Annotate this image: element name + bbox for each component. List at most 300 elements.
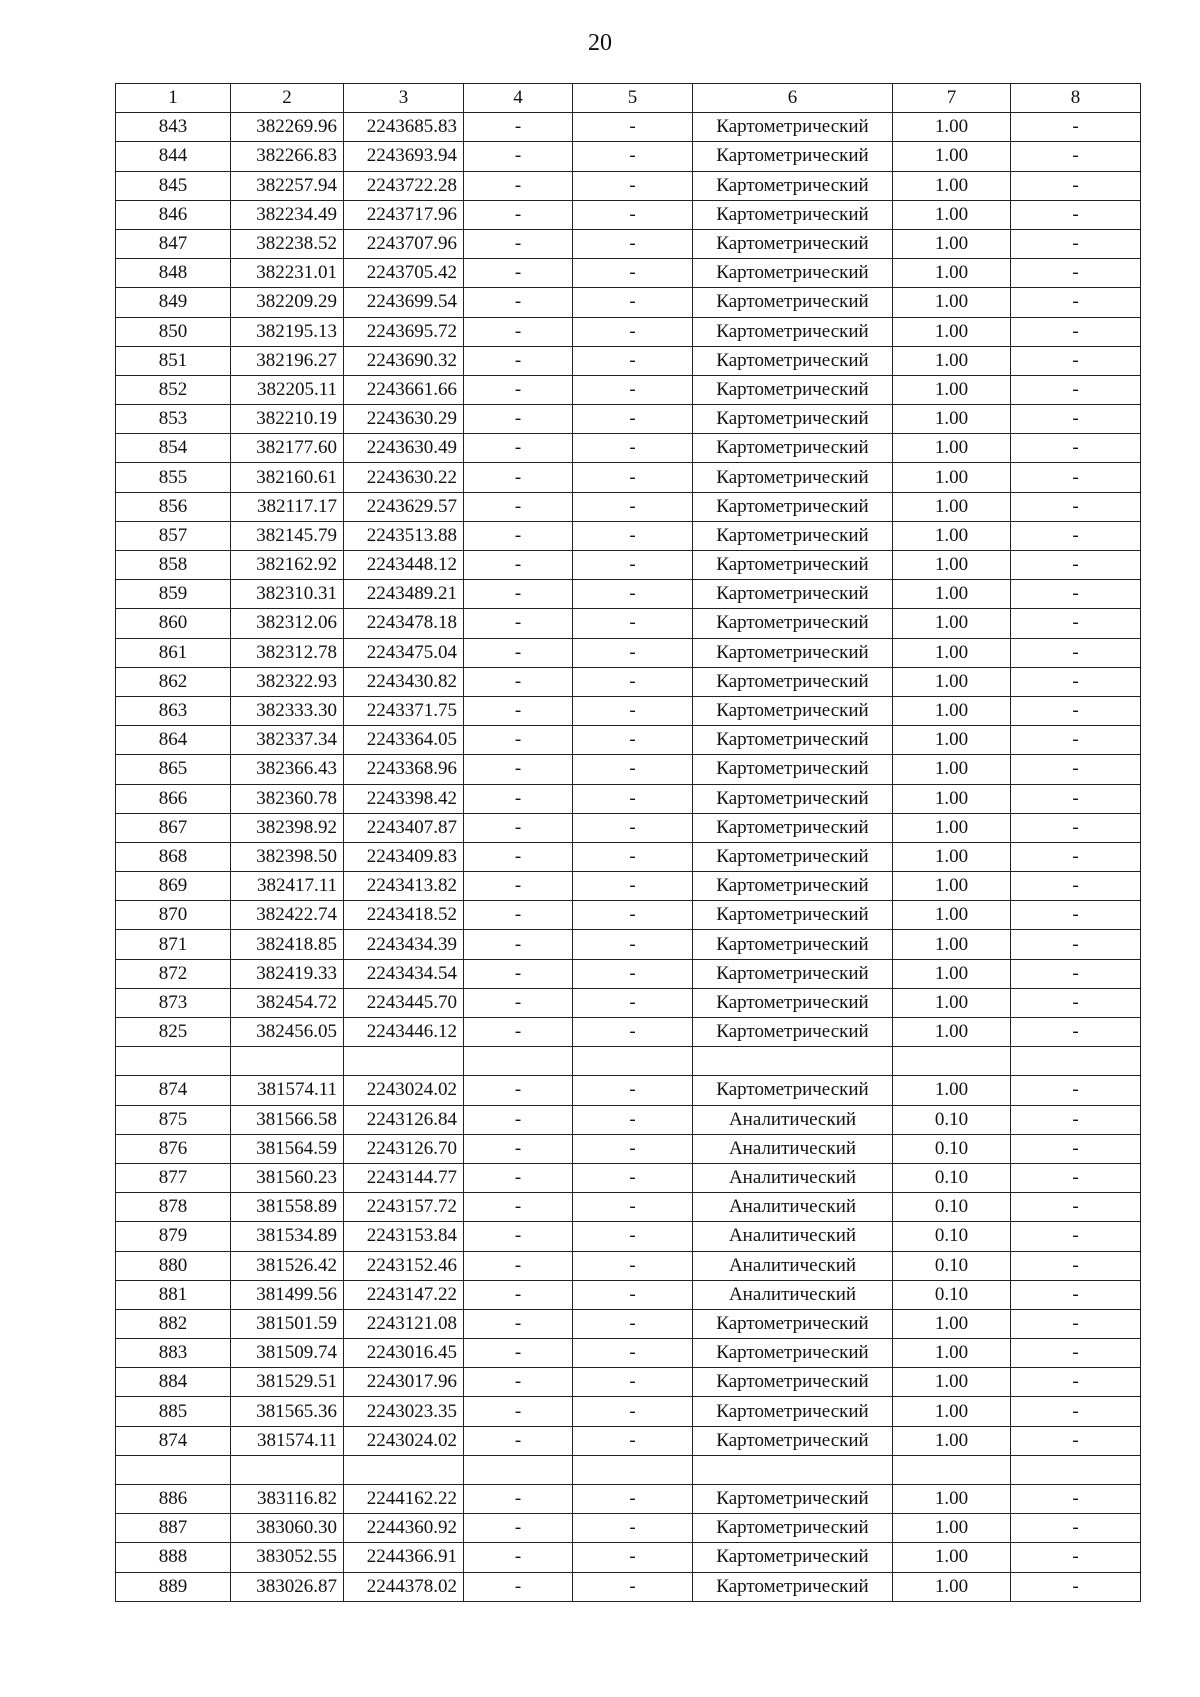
cell-point-number — [116, 1047, 231, 1076]
cell-x-coordinate: 382196.27 — [231, 346, 344, 375]
cell-x-coordinate: 381499.56 — [231, 1280, 344, 1309]
cell-y-coordinate: 2243690.32 — [344, 346, 464, 375]
cell-method — [693, 1455, 893, 1484]
table-row — [116, 1222, 1141, 1251]
cell-y-coordinate: 2243157.72 — [344, 1193, 464, 1222]
cell-accuracy: 1.00 — [893, 171, 1011, 200]
cell-col-4: - — [464, 813, 573, 842]
cell-point-number: 877 — [116, 1163, 231, 1192]
cell-y-coordinate: 2243434.54 — [344, 959, 464, 988]
cell-y-coordinate: 2244366.91 — [344, 1543, 464, 1572]
cell-col-4: - — [464, 1368, 573, 1397]
cell-col-8: - — [1011, 842, 1141, 871]
cell-col-8: - — [1011, 492, 1141, 521]
cell-col-8: - — [1011, 229, 1141, 258]
cell-point-number — [116, 1455, 231, 1484]
cell-accuracy: 1.00 — [893, 1397, 1011, 1426]
cell-method: Картометрический — [693, 171, 893, 200]
header-cell: 4 — [464, 84, 573, 113]
cell-method: Картометрический — [693, 813, 893, 842]
cell-accuracy: 1.00 — [893, 1018, 1011, 1047]
cell-x-coordinate: 381560.23 — [231, 1163, 344, 1192]
cell-x-coordinate: 382366.43 — [231, 755, 344, 784]
cell-method: Картометрический — [693, 229, 893, 258]
cell-col-8: - — [1011, 434, 1141, 463]
table-row — [116, 346, 1141, 375]
cell-col-5: - — [573, 1105, 693, 1134]
cell-col-8 — [1011, 1455, 1141, 1484]
cell-accuracy: 0.10 — [893, 1163, 1011, 1192]
cell-col-8: - — [1011, 726, 1141, 755]
cell-col-4: - — [464, 492, 573, 521]
cell-col-8: - — [1011, 1222, 1141, 1251]
cell-col-8: - — [1011, 1163, 1141, 1192]
cell-accuracy: 1.00 — [893, 784, 1011, 813]
cell-col-8: - — [1011, 930, 1141, 959]
cell-col-5: - — [573, 638, 693, 667]
cell-y-coordinate: 2243513.88 — [344, 521, 464, 550]
cell-x-coordinate: 382456.05 — [231, 1018, 344, 1047]
cell-accuracy: 1.00 — [893, 696, 1011, 725]
cell-col-4: - — [464, 872, 573, 901]
cell-col-4: - — [464, 667, 573, 696]
separator-row — [116, 1455, 1141, 1484]
table-row — [116, 1572, 1141, 1601]
cell-col-4: - — [464, 551, 573, 580]
cell-col-5: - — [573, 1309, 693, 1338]
table-row — [116, 434, 1141, 463]
cell-y-coordinate: 2243126.70 — [344, 1134, 464, 1163]
cell-accuracy: 1.00 — [893, 901, 1011, 930]
cell-method: Картометрический — [693, 901, 893, 930]
cell-point-number: 880 — [116, 1251, 231, 1280]
cell-col-4: - — [464, 901, 573, 930]
table-row — [116, 463, 1141, 492]
cell-col-8: - — [1011, 580, 1141, 609]
cell-x-coordinate: 382209.29 — [231, 288, 344, 317]
cell-col-5: - — [573, 726, 693, 755]
cell-x-coordinate: 382195.13 — [231, 317, 344, 346]
cell-method — [693, 1047, 893, 1076]
table-row — [116, 988, 1141, 1017]
cell-accuracy: 1.00 — [893, 551, 1011, 580]
cell-col-5: - — [573, 696, 693, 725]
cell-col-5: - — [573, 200, 693, 229]
header-cell: 5 — [573, 84, 693, 113]
cell-col-4: - — [464, 1105, 573, 1134]
cell-point-number: 848 — [116, 259, 231, 288]
cell-x-coordinate: 382417.11 — [231, 872, 344, 901]
cell-method: Картометрический — [693, 842, 893, 871]
table-row — [116, 521, 1141, 550]
cell-method: Картометрический — [693, 959, 893, 988]
cell-y-coordinate: 2243024.02 — [344, 1076, 464, 1105]
table-body — [116, 84, 1141, 1602]
table-row — [116, 200, 1141, 229]
table-row — [116, 726, 1141, 755]
cell-point-number: 864 — [116, 726, 231, 755]
cell-col-5: - — [573, 405, 693, 434]
cell-point-number: 889 — [116, 1572, 231, 1601]
cell-col-4: - — [464, 405, 573, 434]
cell-x-coordinate: 382234.49 — [231, 200, 344, 229]
cell-point-number: 860 — [116, 609, 231, 638]
cell-col-8: - — [1011, 872, 1141, 901]
cell-x-coordinate — [231, 1455, 344, 1484]
cell-col-8: - — [1011, 1105, 1141, 1134]
cell-col-5: - — [573, 171, 693, 200]
cell-col-4: - — [464, 1572, 573, 1601]
cell-method: Аналитический — [693, 1280, 893, 1309]
cell-x-coordinate: 381534.89 — [231, 1222, 344, 1251]
table-row — [116, 113, 1141, 142]
cell-y-coordinate: 2243445.70 — [344, 988, 464, 1017]
cell-x-coordinate: 383026.87 — [231, 1572, 344, 1601]
table-row — [116, 1280, 1141, 1309]
cell-point-number: 885 — [116, 1397, 231, 1426]
cell-accuracy: 1.00 — [893, 375, 1011, 404]
cell-accuracy: 1.00 — [893, 1368, 1011, 1397]
cell-col-4 — [464, 1047, 573, 1076]
cell-point-number: 886 — [116, 1485, 231, 1514]
cell-col-8 — [1011, 1047, 1141, 1076]
cell-col-4: - — [464, 1134, 573, 1163]
cell-method: Картометрический — [693, 1514, 893, 1543]
cell-col-4: - — [464, 842, 573, 871]
cell-method: Картометрический — [693, 200, 893, 229]
header-cell: 2 — [231, 84, 344, 113]
cell-method: Аналитический — [693, 1163, 893, 1192]
cell-col-4: - — [464, 1485, 573, 1514]
cell-point-number: 847 — [116, 229, 231, 258]
cell-accuracy: 1.00 — [893, 229, 1011, 258]
cell-point-number: 869 — [116, 872, 231, 901]
cell-y-coordinate: 2243705.42 — [344, 259, 464, 288]
cell-col-4: - — [464, 1543, 573, 1572]
cell-method: Картометрический — [693, 580, 893, 609]
cell-method: Картометрический — [693, 638, 893, 667]
table-row — [116, 317, 1141, 346]
cell-accuracy: 1.00 — [893, 346, 1011, 375]
cell-y-coordinate: 2243147.22 — [344, 1280, 464, 1309]
table-row — [116, 288, 1141, 317]
cell-col-4: - — [464, 609, 573, 638]
cell-col-8: - — [1011, 638, 1141, 667]
cell-y-coordinate: 2243152.46 — [344, 1251, 464, 1280]
cell-y-coordinate: 2243418.52 — [344, 901, 464, 930]
cell-x-coordinate: 382312.06 — [231, 609, 344, 638]
cell-point-number: 867 — [116, 813, 231, 842]
cell-method: Картометрический — [693, 1572, 893, 1601]
cell-col-5: - — [573, 1426, 693, 1455]
cell-col-5: - — [573, 1397, 693, 1426]
cell-accuracy: 1.00 — [893, 521, 1011, 550]
cell-y-coordinate: 2243398.42 — [344, 784, 464, 813]
table-row — [116, 1397, 1141, 1426]
cell-y-coordinate: 2243489.21 — [344, 580, 464, 609]
cell-col-4: - — [464, 317, 573, 346]
cell-y-coordinate: 2243121.08 — [344, 1309, 464, 1338]
header-cell: 1 — [116, 84, 231, 113]
cell-method: Картометрический — [693, 142, 893, 171]
cell-point-number: 863 — [116, 696, 231, 725]
cell-col-5: - — [573, 959, 693, 988]
cell-col-4: - — [464, 1280, 573, 1309]
cell-accuracy: 1.00 — [893, 492, 1011, 521]
cell-point-number: 857 — [116, 521, 231, 550]
cell-col-4: - — [464, 375, 573, 404]
page-number: 20 — [588, 30, 612, 56]
table-row — [116, 1105, 1141, 1134]
cell-col-8: - — [1011, 1485, 1141, 1514]
cell-method: Картометрический — [693, 1426, 893, 1455]
cell-x-coordinate: 382210.19 — [231, 405, 344, 434]
cell-point-number: 883 — [116, 1339, 231, 1368]
cell-col-8: - — [1011, 1572, 1141, 1601]
cell-point-number: 858 — [116, 551, 231, 580]
cell-accuracy: 1.00 — [893, 1076, 1011, 1105]
cell-col-5: - — [573, 1280, 693, 1309]
cell-col-8: - — [1011, 288, 1141, 317]
cell-x-coordinate: 383116.82 — [231, 1485, 344, 1514]
cell-x-coordinate: 382333.30 — [231, 696, 344, 725]
cell-y-coordinate: 2243023.35 — [344, 1397, 464, 1426]
cell-method: Аналитический — [693, 1222, 893, 1251]
cell-method: Картометрический — [693, 434, 893, 463]
cell-col-5: - — [573, 317, 693, 346]
cell-col-4: - — [464, 580, 573, 609]
cell-y-coordinate: 2243717.96 — [344, 200, 464, 229]
cell-col-5: - — [573, 667, 693, 696]
cell-y-coordinate: 2243661.66 — [344, 375, 464, 404]
cell-x-coordinate: 382454.72 — [231, 988, 344, 1017]
cell-accuracy: 1.00 — [893, 755, 1011, 784]
cell-y-coordinate: 2243695.72 — [344, 317, 464, 346]
cell-y-coordinate: 2243446.12 — [344, 1018, 464, 1047]
cell-accuracy: 1.00 — [893, 726, 1011, 755]
cell-col-5: - — [573, 259, 693, 288]
cell-col-4: - — [464, 959, 573, 988]
cell-col-5: - — [573, 1222, 693, 1251]
cell-x-coordinate: 381565.36 — [231, 1397, 344, 1426]
cell-x-coordinate: 382360.78 — [231, 784, 344, 813]
table-row — [116, 1134, 1141, 1163]
cell-col-4: - — [464, 1251, 573, 1280]
cell-x-coordinate: 382322.93 — [231, 667, 344, 696]
table-row — [116, 609, 1141, 638]
coordinates-table — [115, 83, 1141, 1602]
cell-method: Картометрический — [693, 492, 893, 521]
cell-col-4: - — [464, 142, 573, 171]
cell-col-4: - — [464, 726, 573, 755]
cell-col-8: - — [1011, 1426, 1141, 1455]
cell-method: Картометрический — [693, 1309, 893, 1338]
cell-point-number: 856 — [116, 492, 231, 521]
cell-col-8: - — [1011, 1193, 1141, 1222]
cell-y-coordinate: 2243368.96 — [344, 755, 464, 784]
cell-col-4: - — [464, 1397, 573, 1426]
cell-method: Картометрический — [693, 113, 893, 142]
cell-y-coordinate: 2244360.92 — [344, 1514, 464, 1543]
cell-col-4: - — [464, 930, 573, 959]
table-row — [116, 1485, 1141, 1514]
cell-col-5: - — [573, 1368, 693, 1397]
cell-col-4: - — [464, 1163, 573, 1192]
cell-method: Картометрический — [693, 1339, 893, 1368]
cell-col-4: - — [464, 784, 573, 813]
cell-accuracy: 1.00 — [893, 405, 1011, 434]
cell-x-coordinate: 381509.74 — [231, 1339, 344, 1368]
cell-col-8: - — [1011, 1514, 1141, 1543]
cell-x-coordinate: 381501.59 — [231, 1309, 344, 1338]
cell-point-number: 876 — [116, 1134, 231, 1163]
cell-y-coordinate: 2244378.02 — [344, 1572, 464, 1601]
table-row — [116, 1426, 1141, 1455]
cell-x-coordinate: 382145.79 — [231, 521, 344, 550]
cell-col-4: - — [464, 171, 573, 200]
cell-accuracy: 1.00 — [893, 667, 1011, 696]
table-row — [116, 872, 1141, 901]
cell-method: Картометрический — [693, 521, 893, 550]
cell-y-coordinate: 2243630.49 — [344, 434, 464, 463]
cell-accuracy: 0.10 — [893, 1105, 1011, 1134]
separator-row — [116, 1047, 1141, 1076]
cell-col-8: - — [1011, 988, 1141, 1017]
cell-col-5: - — [573, 434, 693, 463]
table-row — [116, 784, 1141, 813]
cell-col-8: - — [1011, 1543, 1141, 1572]
cell-col-5: - — [573, 1514, 693, 1543]
cell-method: Картометрический — [693, 463, 893, 492]
cell-col-5: - — [573, 901, 693, 930]
cell-col-4: - — [464, 113, 573, 142]
cell-x-coordinate: 381574.11 — [231, 1076, 344, 1105]
cell-col-4: - — [464, 1426, 573, 1455]
table-row — [116, 1514, 1141, 1543]
cell-accuracy — [893, 1047, 1011, 1076]
cell-point-number: 861 — [116, 638, 231, 667]
cell-col-4: - — [464, 229, 573, 258]
table-row — [116, 229, 1141, 258]
cell-col-8: - — [1011, 1134, 1141, 1163]
cell-x-coordinate: 382160.61 — [231, 463, 344, 492]
cell-x-coordinate: 382177.60 — [231, 434, 344, 463]
cell-method: Картометрический — [693, 784, 893, 813]
header-cell: 3 — [344, 84, 464, 113]
cell-accuracy: 1.00 — [893, 1309, 1011, 1338]
cell-col-5: - — [573, 1543, 693, 1572]
cell-col-4: - — [464, 1193, 573, 1222]
cell-method: Картометрический — [693, 696, 893, 725]
cell-col-5: - — [573, 988, 693, 1017]
cell-method: Картометрический — [693, 872, 893, 901]
cell-x-coordinate: 383060.30 — [231, 1514, 344, 1543]
cell-point-number: 865 — [116, 755, 231, 784]
table-row — [116, 1339, 1141, 1368]
cell-col-8: - — [1011, 1397, 1141, 1426]
cell-x-coordinate: 382238.52 — [231, 229, 344, 258]
cell-point-number: 862 — [116, 667, 231, 696]
cell-accuracy: 1.00 — [893, 1514, 1011, 1543]
cell-col-5: - — [573, 346, 693, 375]
cell-method: Аналитический — [693, 1193, 893, 1222]
cell-point-number: 873 — [116, 988, 231, 1017]
cell-col-5: - — [573, 288, 693, 317]
cell-accuracy: 1.00 — [893, 988, 1011, 1017]
table-row — [116, 842, 1141, 871]
cell-col-8: - — [1011, 521, 1141, 550]
cell-col-5: - — [573, 784, 693, 813]
cell-point-number: 879 — [116, 1222, 231, 1251]
cell-col-8: - — [1011, 1251, 1141, 1280]
cell-x-coordinate: 382398.50 — [231, 842, 344, 871]
table-row — [116, 1018, 1141, 1047]
cell-col-5: - — [573, 842, 693, 871]
cell-method: Картометрический — [693, 1018, 893, 1047]
table-row — [116, 1309, 1141, 1338]
cell-col-4: - — [464, 1018, 573, 1047]
cell-y-coordinate: 2243630.29 — [344, 405, 464, 434]
cell-col-4: - — [464, 1309, 573, 1338]
cell-col-8: - — [1011, 551, 1141, 580]
table-row — [116, 142, 1141, 171]
cell-point-number: 849 — [116, 288, 231, 317]
cell-col-8: - — [1011, 142, 1141, 171]
table-row — [116, 580, 1141, 609]
cell-accuracy: 1.00 — [893, 434, 1011, 463]
cell-col-8: - — [1011, 784, 1141, 813]
cell-x-coordinate: 382312.78 — [231, 638, 344, 667]
cell-point-number: 888 — [116, 1543, 231, 1572]
cell-y-coordinate: 2243685.83 — [344, 113, 464, 142]
cell-y-coordinate: 2243430.82 — [344, 667, 464, 696]
cell-col-8: - — [1011, 667, 1141, 696]
cell-accuracy: 1.00 — [893, 259, 1011, 288]
cell-y-coordinate: 2243448.12 — [344, 551, 464, 580]
cell-point-number: 871 — [116, 930, 231, 959]
cell-x-coordinate: 382117.17 — [231, 492, 344, 521]
table-row — [116, 492, 1141, 521]
cell-accuracy: 1.00 — [893, 930, 1011, 959]
cell-y-coordinate: 2243707.96 — [344, 229, 464, 258]
cell-point-number: 882 — [116, 1309, 231, 1338]
cell-accuracy: 1.00 — [893, 317, 1011, 346]
cell-method: Картометрический — [693, 346, 893, 375]
cell-accuracy: 1.00 — [893, 200, 1011, 229]
cell-point-number: 853 — [116, 405, 231, 434]
cell-method: Аналитический — [693, 1251, 893, 1280]
cell-col-8: - — [1011, 1280, 1141, 1309]
cell-col-8: - — [1011, 609, 1141, 638]
cell-y-coordinate: 2243699.54 — [344, 288, 464, 317]
cell-col-8: - — [1011, 405, 1141, 434]
cell-accuracy — [893, 1455, 1011, 1484]
cell-col-8: - — [1011, 755, 1141, 784]
cell-y-coordinate: 2243434.39 — [344, 930, 464, 959]
cell-col-5: - — [573, 813, 693, 842]
table-row — [116, 551, 1141, 580]
cell-col-5: - — [573, 551, 693, 580]
cell-col-4: - — [464, 638, 573, 667]
cell-accuracy: 1.00 — [893, 113, 1011, 142]
cell-accuracy: 1.00 — [893, 842, 1011, 871]
cell-point-number: 870 — [116, 901, 231, 930]
cell-y-coordinate: 2243024.02 — [344, 1426, 464, 1455]
cell-col-8: - — [1011, 375, 1141, 404]
cell-col-5: - — [573, 930, 693, 959]
cell-accuracy: 1.00 — [893, 1485, 1011, 1514]
cell-accuracy: 0.10 — [893, 1222, 1011, 1251]
